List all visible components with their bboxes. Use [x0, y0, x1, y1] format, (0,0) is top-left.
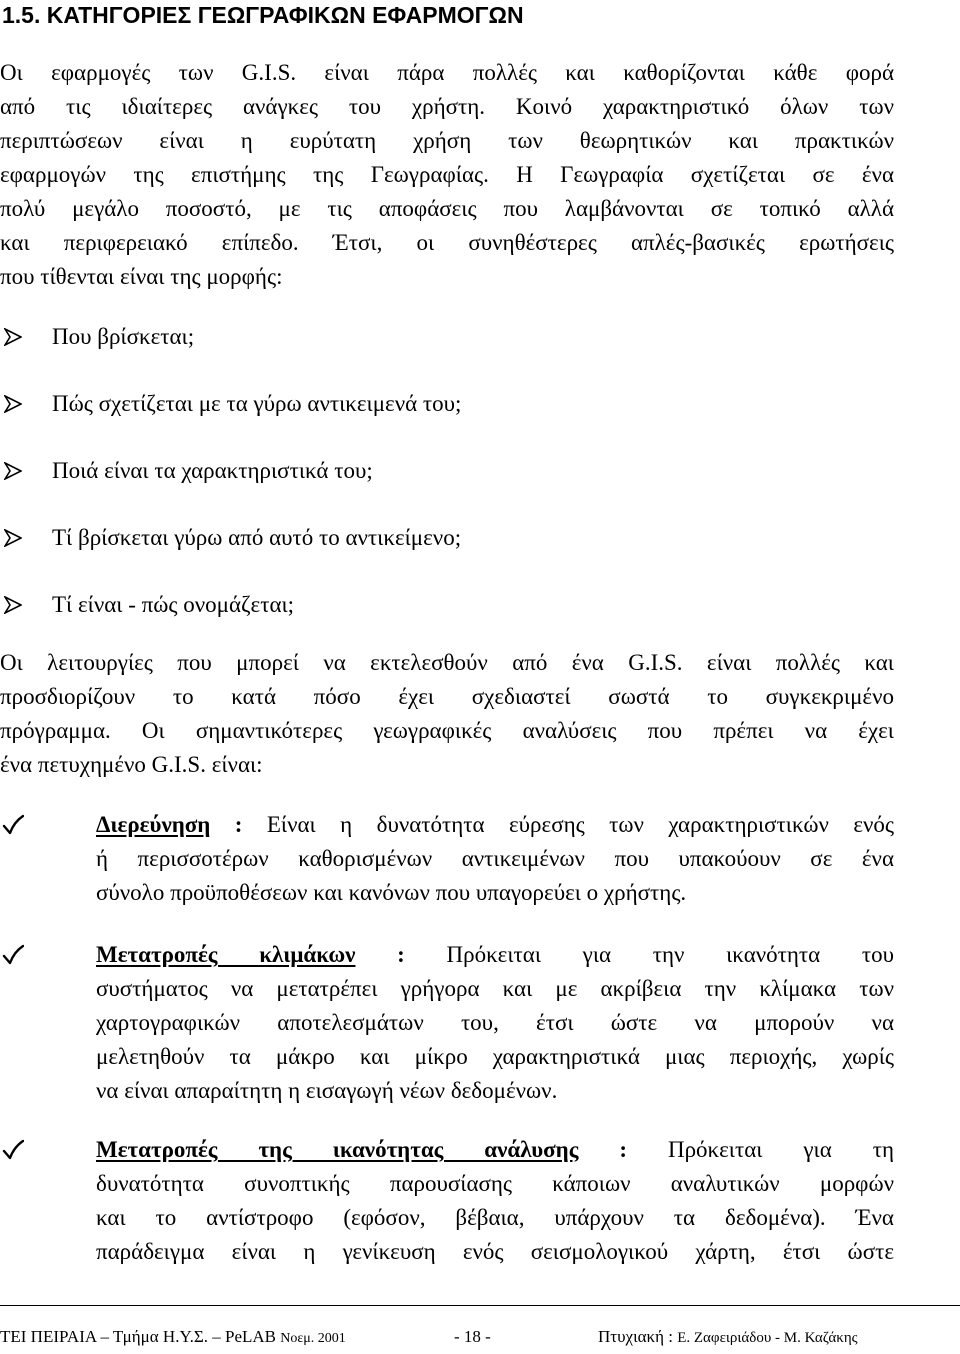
intro-line: και περιφερειακό επίπεδο. Έτσι, οι συνηθέστερες απλές-βασικές ερωτήσεις: [0, 230, 894, 255]
intro-line: από τις ιδιαίτερες ανάγκες του χρήστη. Κοινό χαρακτηριστικό όλων των: [0, 94, 894, 119]
arrowhead-icon: [4, 529, 22, 547]
analysis-first-text: Πρόκειται για την ικανότητα του: [446, 942, 895, 967]
checkmark-icon: [2, 944, 24, 966]
analysis-body: [96, 808, 894, 910]
analysis-line: σύνολο προϋποθέσεων και κανόνων που υπαγορεύει ο χρήστης.: [96, 880, 687, 905]
analysis-line: παράδειγμα είναι η γενίκευση ενός σεισμολογικού χάρτη, έτσι ώστε: [96, 1239, 894, 1264]
page-footer: [0, 1324, 960, 1350]
functions-paragraph: [0, 646, 894, 782]
analysis-term: Μετατροπές κλιμάκων: [96, 942, 356, 967]
footer-divider: [0, 1305, 960, 1306]
arrowhead-icon: [4, 328, 22, 346]
analysis-body: [96, 1133, 894, 1269]
question-text: Τί είναι - πώς ονομάζεται;: [52, 592, 295, 617]
analysis-first-line: [96, 1133, 894, 1167]
question-text: Τί βρίσκεται γύρω από αυτό το αντικείμενο;: [52, 525, 462, 550]
intro-line: Οι εφαρμογές των G.I.S. είναι πάρα πολλές και καθορίζονται κάθε φορά: [0, 60, 894, 85]
analysis-line: δυνατότητα συνοπτικής παρουσίασης κάποιων αναλυτικών μορφών: [96, 1171, 894, 1196]
arrowhead-icon: [4, 596, 22, 614]
intro-line: περιπτώσεων είναι η ευρύτατη χρήση των θεωρητικών και πρακτικών: [0, 128, 894, 153]
footer-authors: Ε. Ζαφειριάδου - Μ. Καζάκης: [677, 1330, 858, 1346]
intro-line: εφαρμογών της επιστήμης της Γεωγραφίας. Η Γεωγραφία σχετίζεται σε ένα: [0, 162, 894, 187]
analysis-separator: :: [578, 1137, 668, 1162]
footer-right: [598, 1324, 858, 1351]
checkmark-icon: [2, 814, 24, 836]
analysis-term: Διερεύνηση: [96, 812, 211, 837]
checkmark-icon: [2, 1139, 24, 1161]
analysis-first-line: [96, 808, 894, 842]
analysis-term: Μετατροπές της ικανότητας ανάλυσης: [96, 1137, 579, 1162]
question-text: Ποιά είναι τα χαρακτηριστικά του;: [52, 458, 373, 483]
footer-thesis: Πτυχιακή :: [598, 1327, 673, 1346]
analysis-line: να είναι απαραίτητη η εισαγωγή νέων δεδομένων.: [96, 1078, 558, 1103]
analysis-line: χαρτογραφικών αποτελεσμάτων του, έτσι ώστε να μπορούν να: [96, 1010, 894, 1035]
arrowhead-icon: [4, 462, 22, 480]
question-text: Που βρίσκεται;: [52, 324, 195, 349]
analysis-line: συστήματος να μετατρέπει γρήγορα και με ακρίβεια την κλίμακα των: [96, 976, 894, 1001]
functions-line: πρόγραμμα. Οι σημαντικότερες γεωγραφικές αναλύσεις που πρέπει να έχει: [0, 718, 894, 743]
analysis-separator: :: [355, 942, 447, 967]
footer-page-number: - 18 -: [454, 1327, 491, 1346]
analysis-first-text: Είναι η δυνατότητα εύρεσης των χαρακτηριστικών ενός: [266, 812, 894, 837]
section-title: 1.5. ΚΑΤΗΓΟΡΙΕΣ ΓΕΩΓΡΑΦΙΚΩΝ ΕΦΑΡΜΟΓΩΝ: [2, 2, 524, 28]
analysis-body: [96, 938, 894, 1108]
footer-left: [0, 1324, 346, 1352]
analysis-first-text: Πρόκειται για τη: [667, 1137, 894, 1162]
footer-org: ΤΕΙ ΠΕΙΡΑΙΑ – Τμήμα Η.Υ.Σ. – PeLAB: [0, 1327, 277, 1346]
functions-line: προσδιορίζουν το κατά πόσο έχει σχεδιαστεί σωστά το συγκεκριμένο: [0, 684, 894, 709]
analysis-line: μελετηθούν τα μάκρο και μίκρο χαρακτηριστικά μιας περιοχής, χωρίς: [96, 1044, 894, 1069]
intro-line: πολύ μεγάλο ποσοστό, με τις αποφάσεις που λαμβάνονται σε τοπικό αλλά: [0, 196, 894, 221]
analysis-line: και το αντίστροφο (εφόσον, βέβαια, υπάρχουν τα δεδομένα). Ένα: [96, 1205, 894, 1230]
footer-date: Νοεμ. 2001: [280, 1331, 346, 1346]
functions-line: ένα πετυχημένο G.I.S. είναι:: [0, 752, 263, 777]
intro-paragraph: [0, 56, 894, 294]
intro-line: που τίθενται είναι της μορφής:: [0, 264, 283, 289]
analysis-first-line: [96, 938, 894, 972]
analysis-separator: :: [210, 812, 267, 837]
question-text: Πώς σχετίζεται με τα γύρω αντικειμενά του;: [52, 391, 462, 416]
arrowhead-icon: [4, 395, 22, 413]
analysis-line: ή περισσοτέρων καθορισμένων αντικειμένων που υπακούουν σε ένα: [96, 846, 894, 871]
functions-line: Οι λειτουργίες που μπορεί να εκτελεσθούν από ένα G.I.S. είναι πολλές και: [0, 650, 894, 675]
